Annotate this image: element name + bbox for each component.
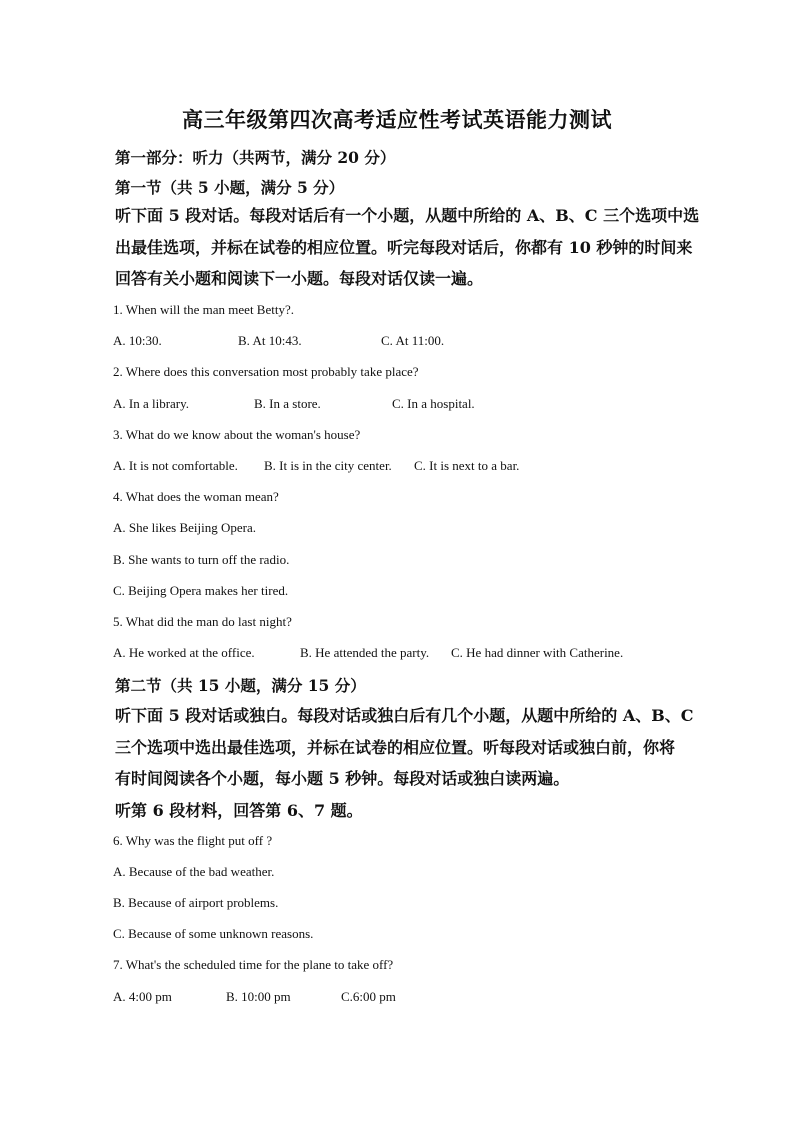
option-c: C. In a hospital. bbox=[392, 396, 475, 411]
option-b: B. He attended the party. bbox=[300, 645, 430, 660]
instruction-line: 出最佳选项，并标在试卷的相应位置。听完每段对话后，你都有 10 秒钟的时间来 bbox=[115, 237, 693, 257]
section1-heading: 第一节（共 5 小题，满分 5 分） bbox=[115, 178, 345, 197]
question-3-stem: 3. What do we know about the woman's house? bbox=[113, 427, 361, 442]
question-5-stem: 5. What did the man do last night? bbox=[113, 614, 292, 629]
option-a: A. 10:30. bbox=[113, 333, 162, 348]
option-c: C.6:00 pm bbox=[341, 989, 396, 1004]
question-4-option-c: C. Beijing Opera makes her tired. bbox=[113, 583, 289, 598]
question-6-option-c: C. Because of some unknown reasons. bbox=[113, 926, 314, 941]
section1-instructions bbox=[115, 200, 700, 295]
page-title: 高三年级第四次高考适应性考试英语能力测试 bbox=[182, 107, 612, 132]
option-a: A. He worked at the office. bbox=[113, 645, 255, 660]
instruction-line: 有时间阅读各个小题，每小题 5 秒钟。每段对话或独白读两遍。 bbox=[115, 769, 570, 788]
instruction-line: 回答有关小题和阅读下一小题。每段对话仅读一遍。 bbox=[115, 269, 484, 288]
question-4-option-b: B. She wants to turn off the radio. bbox=[113, 552, 290, 567]
section2-heading: 第二节（共 15 小题，满分 15 分） bbox=[115, 676, 366, 695]
question-2-stem: 2. Where does this conversation most probably take place? bbox=[113, 364, 419, 379]
question-4-option-a: A. She likes Beijing Opera. bbox=[113, 520, 256, 535]
option-a: A. 4:00 pm bbox=[113, 989, 172, 1004]
option-c: C. It is next to a bar. bbox=[414, 458, 520, 473]
option-b: B. It is in the city center. bbox=[264, 458, 392, 473]
question-7-stem: 7. What's the scheduled time for the plane to take off? bbox=[113, 957, 394, 972]
option-b: B. At 10:43. bbox=[238, 333, 302, 348]
instruction-line: 三个选项中选出最佳选项，并标在试卷的相应位置。听每段对话或独白前，你将 bbox=[115, 737, 676, 757]
question-6-stem: 6. Why was the flight put off ? bbox=[113, 833, 273, 848]
question-1-stem: 1. When will the man meet Betty?. bbox=[113, 302, 294, 317]
option-a: A. In a library. bbox=[113, 396, 190, 411]
material-6-heading: 听第 6 段材料，回答第 6、7 题。 bbox=[115, 801, 363, 820]
question-4-stem: 4. What does the woman mean? bbox=[113, 489, 279, 504]
option-c: C. He had dinner with Catherine. bbox=[451, 645, 624, 660]
question-6-option-b: B. Because of airport problems. bbox=[113, 895, 279, 910]
option-b: B. In a store. bbox=[254, 396, 321, 411]
option-a: A. It is not comfortable. bbox=[113, 458, 238, 473]
option-c: C. At 11:00. bbox=[381, 333, 445, 348]
instruction-line: 听下面 5 段对话。每段对话后有一个小题，从题中所给的 A、B、C 三个选项中选 bbox=[115, 206, 700, 225]
option-b: B. 10:00 pm bbox=[226, 989, 291, 1004]
part1-heading: 第一部分：听力（共两节，满分 20 分） bbox=[115, 148, 396, 167]
instruction-line: 听下面 5 段对话或独白。每段对话或独白后有几个小题，从题中所给的 A、B、C bbox=[115, 706, 694, 725]
question-6-option-a: A. Because of the bad weather. bbox=[113, 864, 275, 879]
section2-instructions bbox=[115, 700, 694, 795]
